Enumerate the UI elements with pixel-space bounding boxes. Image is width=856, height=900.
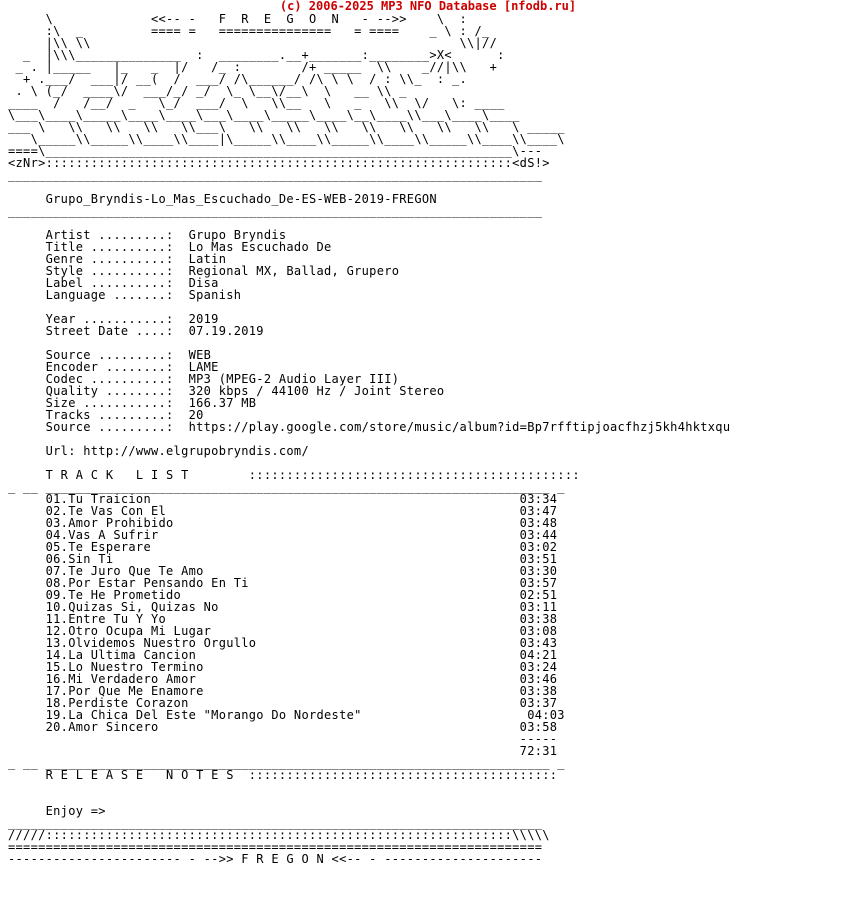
nfo-line: Style ..........: Regional MX, Ballad, Grupero [8,264,400,278]
nfo-line: \ <<-- - F R E G O N - -->> \ : [8,12,468,26]
nfo-line: _ __ ___________________________________________________________________ _ [8,756,565,770]
nfo-line: 01.Tu Traicion 03:34 [8,492,558,506]
nfo-line: 19.La Chica Del Este "Morango Do Nordeste" 04:03 [8,708,565,722]
nfo-line: Source .........: WEB [8,348,212,362]
nfo-line: ====\______________________________________________________________\--- [8,144,543,158]
nfo-line: 04.Vas A Sufrir 03:44 [8,528,558,542]
nfo-line: /////::::::::::::::::::::::::::::::::::::::::::::::::::::::::::::::\\\\\ [8,828,550,842]
nfo-line: 18.Perdiste Corazon 03:37 [8,696,558,710]
nfo-line: 11.Entre Tu Y Yo 03:38 [8,612,558,626]
nfo-line: _ |\\\______________ : ________.__+_______:________>X< : [8,48,505,62]
nfo-line: Enjoy => [8,804,106,818]
nfo-line: ======================================================================= [8,840,543,854]
nfo-line: 12.Otro Ocupa Mi Lugar 03:08 [8,624,558,638]
nfo-line: |\\ \\ \\|// [8,36,498,50]
nfo-line: 20.Amor Sincero 03:58 [8,720,558,734]
nfo-line: Codec ..........: MP3 (MPEG-2 Audio Layer III) [8,372,400,386]
site-copyright-header: (c) 2006-2025 MP3 NFO Database [nfodb.ru] [279,0,577,13]
nfo-line: Size ...........: 166.37 MB [8,396,257,410]
nfo-line: 09.Te He Prometido 02:51 [8,588,558,602]
nfo-line: \___\____\_____\____\____\___\____\_____\____\__\____\\___\____\____ [8,108,520,122]
nfo-line: 72:31 [8,744,558,758]
nfo-line: Source .........: https://play.google.com/store/music/album?id=Bp7rfftipjoacfhzj5kh4hktxqu [8,420,731,434]
nfo-line: Language .......: Spanish [8,288,242,302]
nfo-line: <zNr>::::::::::::::::::::::::::::::::::::::::::::::::::::::::::::::<dS!> [8,156,550,170]
nfo-line: Genre ..........: Latin [8,252,227,266]
nfo-line: Artist .........: Grupo Bryndis [8,228,287,242]
nfo-line: 06.Sin Ti 03:51 [8,552,558,566]
nfo-line: 03.Amor Prohibido 03:48 [8,516,558,530]
nfo-line: 05.Te Esperare 03:02 [8,540,558,554]
nfo-line: Title ..........: Lo Mas Escuchado De [8,240,332,254]
nfo-line: \_____\\_____\\____\\____|\_____\\____\\_____\\____\\_____\\____\\____\ [8,132,565,146]
nfo-line: 08.Por Estar Pensando En Ti 03:57 [8,576,558,590]
nfo-line: _______________________________________________________________________ [8,168,543,182]
nfo-line: 16.Mi Verdadero Amor 03:46 [8,672,558,686]
nfo-line: Grupo_Bryndis-Lo_Mas_Escuchado_De-ES-WEB-2019-FREGON [8,192,437,206]
nfo-line: Label ..........: Disa [8,276,219,290]
nfo-line: _______________________________________________________________________ [8,204,543,218]
nfo-line: _ __ ___________________________________________________________________ _ [8,480,565,494]
nfo-line: . \ (_/ ____\/ ___/_/ _/ \_ \__\/__\ \ __ \\ _ [8,84,407,98]
nfo-line: ____ / /__/ _ \_/ ___/ \ \\__ \ _ \\ \/ \: ____ [8,96,505,110]
nfo-line: 17.Por Que Me Enamore 03:38 [8,684,558,698]
nfo-line: Url: http://www.elgrupobryndis.com/ [8,444,309,458]
nfo-line: ----------------------- - -->> F R E G O N <<-- - --------------------- [8,852,543,866]
nfo-line: 15.Lo Nuestro Termino 03:24 [8,660,558,674]
nfo-line: Quality ........: 320 kbps / 44100 Hz / Joint Stereo [8,384,445,398]
nfo-line: ----- [8,732,558,746]
nfo-line: :\ _ ==== = =============== = ==== _ \ : /_ [8,24,490,38]
nfo-line: _______________________________________________________________________ [8,816,543,830]
nfo-line: 14.La Ultima Cancion 04:21 [8,648,558,662]
nfo-line: T R A C K L I S T :::::::::::::::::::::::::::::::::::::::::::: [8,468,580,482]
nfo-line: Street Date ....: 07.19.2019 [8,324,264,338]
nfo-line: R E L E A S E N O T E S ::::::::::::::::::::::::::::::::::::::::: [8,768,558,782]
nfo-line: + .___/ ___|/ __( / ___/ /\______/ /\ \ \ / : \\_ : _. [8,72,468,86]
nfo-line: Year ...........: 2019 [8,312,219,326]
nfo-line: Encoder ........: LAME [8,360,219,374]
nfo-line: Tracks .........: 20 [8,408,204,422]
nfo-line: 10.Quizas Si, Quizas No 03:11 [8,600,558,614]
nfo-line: 02.Te Vas Con El 03:47 [8,504,558,518]
nfo-line: ___ \ \\ \\ \\ \\___\ \\ \\ \\ \\ \\ \\ \\ \ _____ [8,120,565,134]
nfo-text-block [8,13,730,865]
nfo-line: _ . |_____ |_ _ |/ /_ : /+ _____ \\ _//|\\ + [8,60,498,74]
nfo-line: 07.Te Juro Que Te Amo 03:30 [8,564,558,578]
nfo-line: 13.Olvidemos Nuestro Orgullo 03:43 [8,636,558,650]
